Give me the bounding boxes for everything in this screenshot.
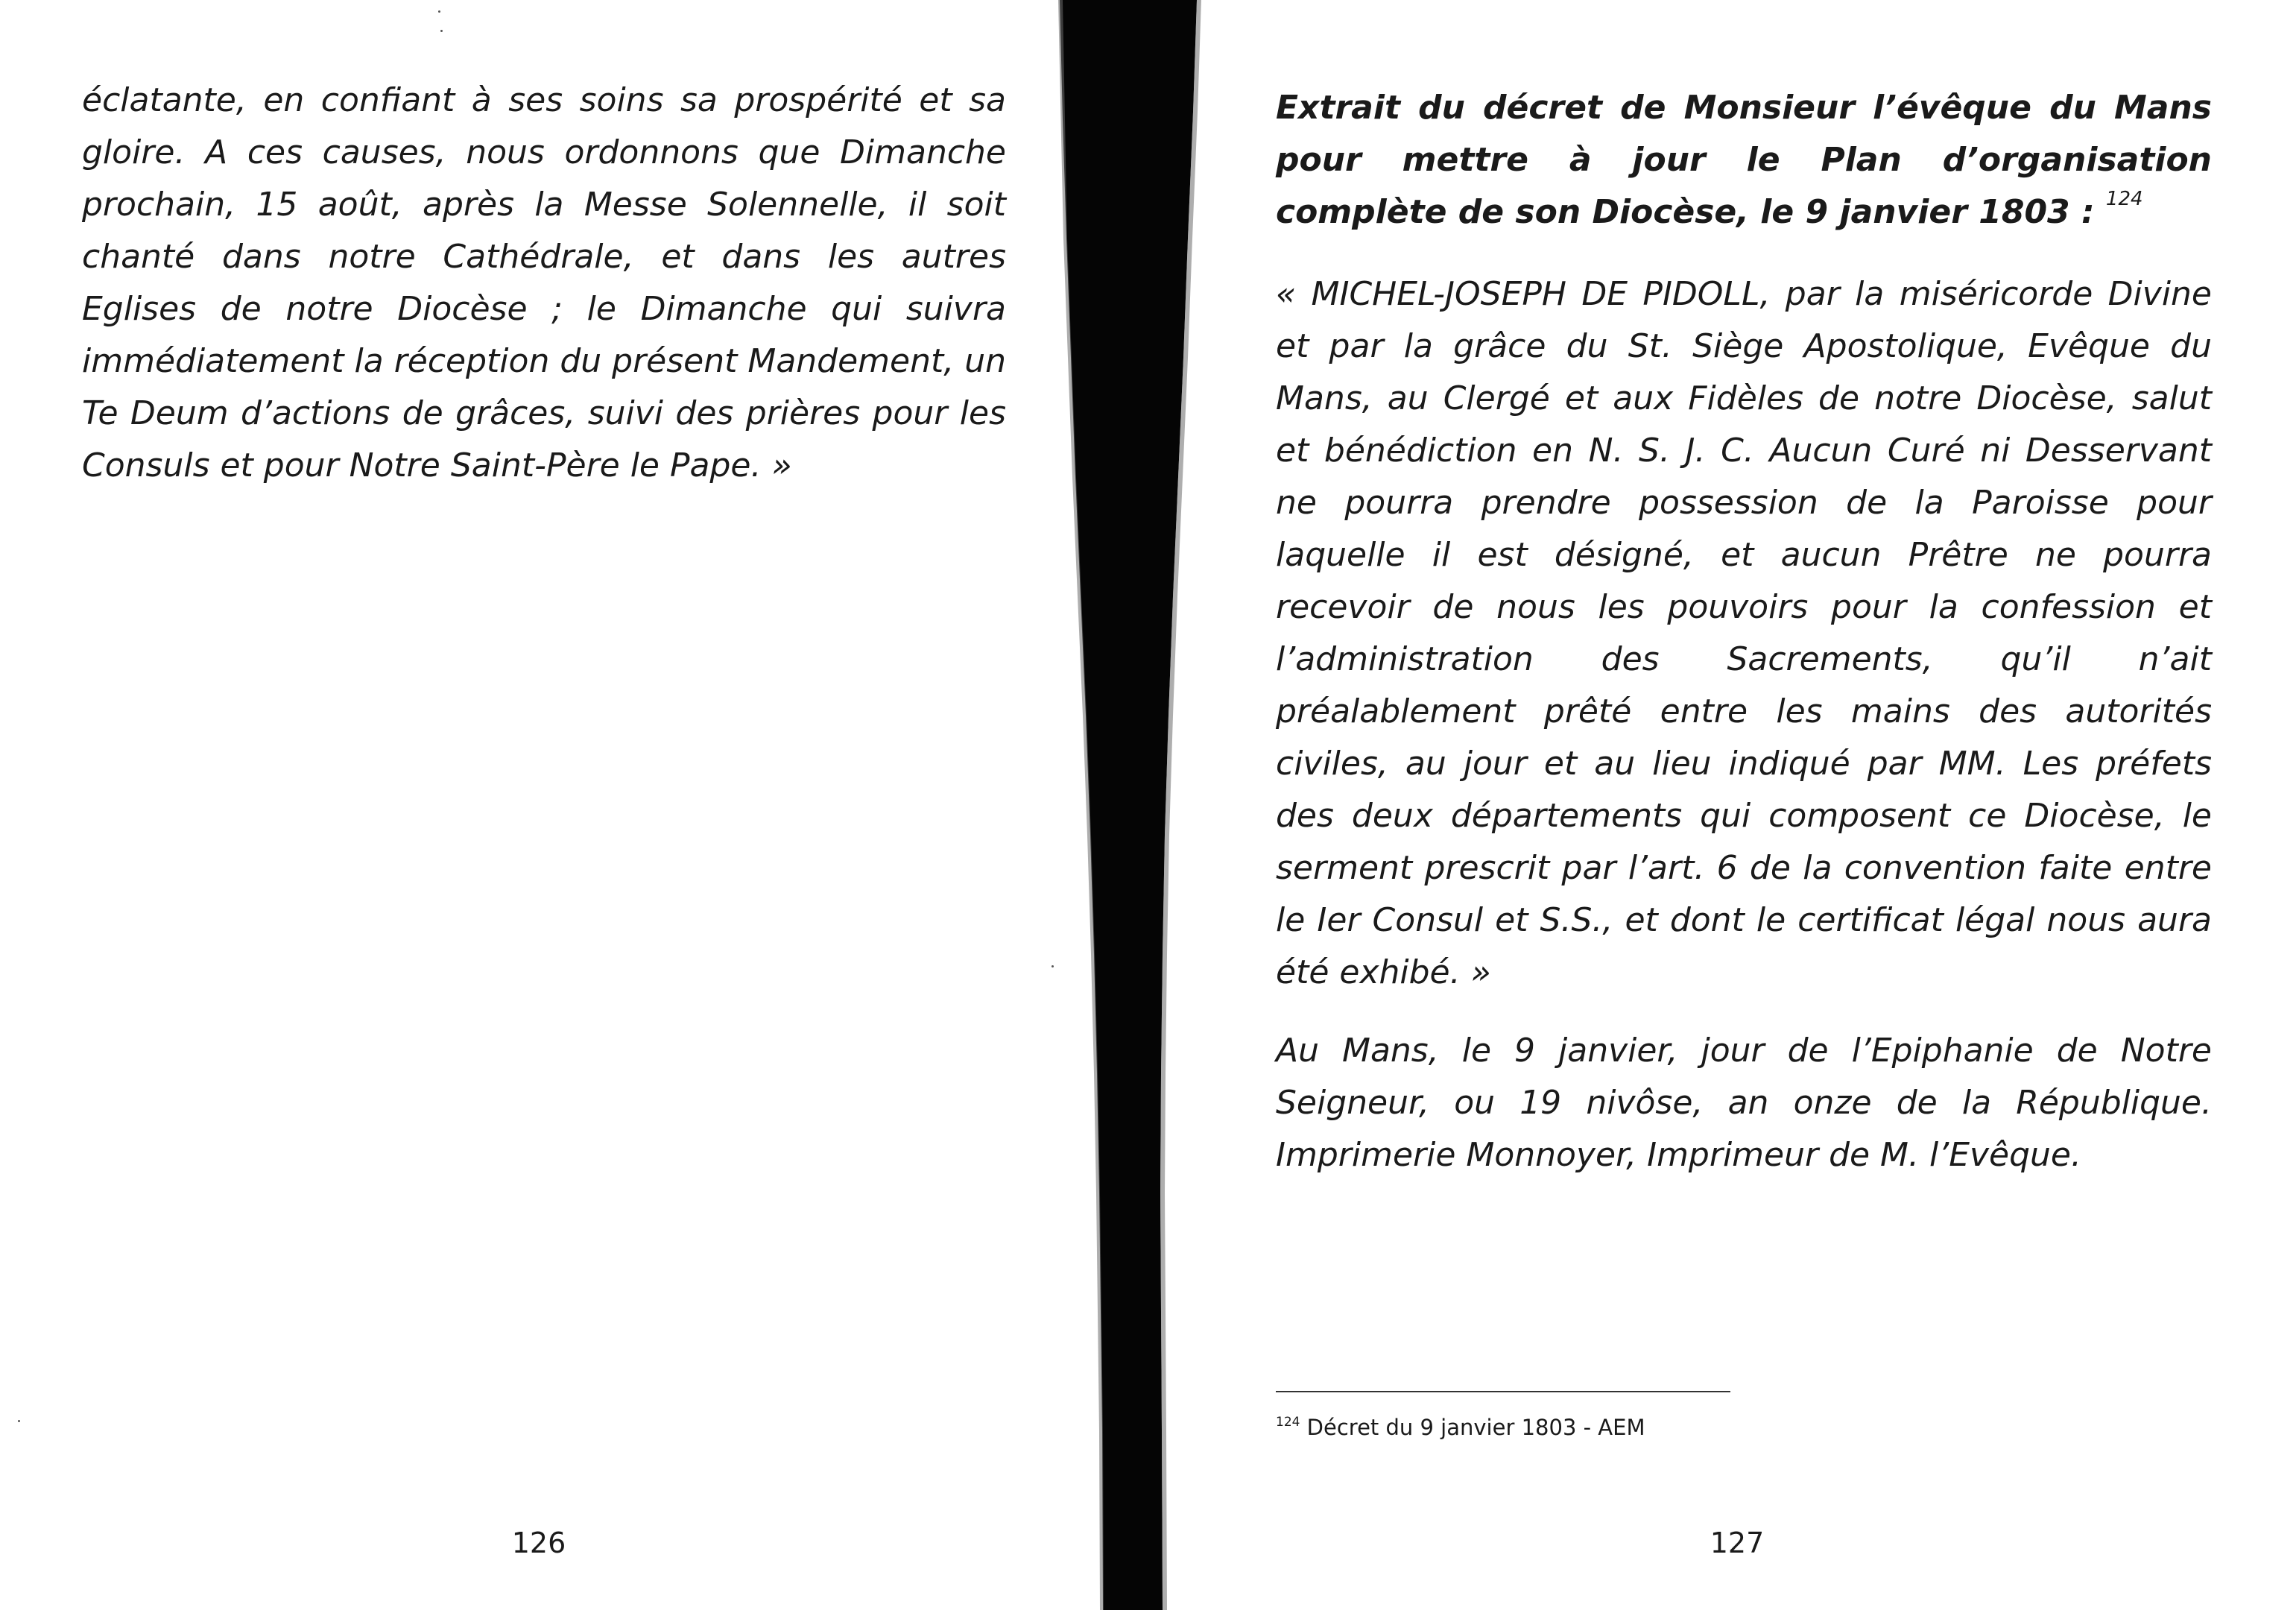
book-gutter-shadow	[1028, 0, 1252, 1610]
scan-speck	[1051, 965, 1054, 967]
page-number-right: 127	[1710, 1527, 1765, 1559]
decree-quote-paragraph: « MICHEL-JOSEPH DE PIDOLL, par la miséricorde Divine et par la grâce du St. Siège Apostolique, Evêque du Mans, au Clergé et aux Fidèles de notre Diocèse, salut et bénédiction en N. S. J. C. Aucun Curé ni Desservant ne pourra prendre possession de la Paroisse pour laquelle il est désigné, et aucun Prêtre ne pourra recevoir de nous les pouvoirs pour la confession et l’administration des Sacrements, qu’il n’ait préalablement prêté entre les mains des autorités civiles, au jour et au lieu indiqué par MM. Les préfets des deux départements qui composent ce Diocèse, le serment prescrit par l’art. 6 de la convention faite entre le Ier Consul et S.S., et dont le certificat légal nous aura été exhibé. »	[1276, 275, 2212, 991]
decree-heading-text: Extrait du décret de Monsieur l’évêque du Mans pour mettre à jour le Plan d’organisation complète de son Diocèse, le 9 janvier 1803 :	[1276, 89, 2212, 231]
footnote	[1276, 1412, 1645, 1442]
decree-closing-paragraph: Au Mans, le 9 janvier, jour de l’Epiphanie de Notre Seigneur, ou 19 nivôse, an onze de la République. Imprimerie Monnoyer, Imprimeur de M. l’Evêque.	[1276, 1032, 2212, 1174]
footnote-text: Décret du 9 janvier 1803 - AEM	[1306, 1415, 1645, 1440]
decree-heading	[1276, 82, 2212, 239]
scan-speck	[440, 30, 443, 32]
scan-speck	[438, 10, 440, 13]
footnote-reference: 124	[2105, 188, 2143, 210]
footnote-number: 124	[1276, 1415, 1300, 1430]
footnote-separator	[1276, 1391, 1730, 1392]
page-number-left: 126	[511, 1527, 566, 1559]
left-page-paragraph: éclatante, en confiant à ses soins sa prospérité et sa gloire. A ces causes, nous ordonnons que Dimanche prochain, 15 août, après la Messe Solennelle, il soit chanté dans notre Cathédrale, et dans les autres Eglises de notre Diocèse ; le Dimanche qui suivra immédiatement la réception du présent Mandement, un Te Deum d’actions de grâces, suivi des prières pour les Consuls et pour Notre Saint-Père le Pape. »	[82, 81, 1006, 484]
scan-speck	[18, 1420, 20, 1422]
